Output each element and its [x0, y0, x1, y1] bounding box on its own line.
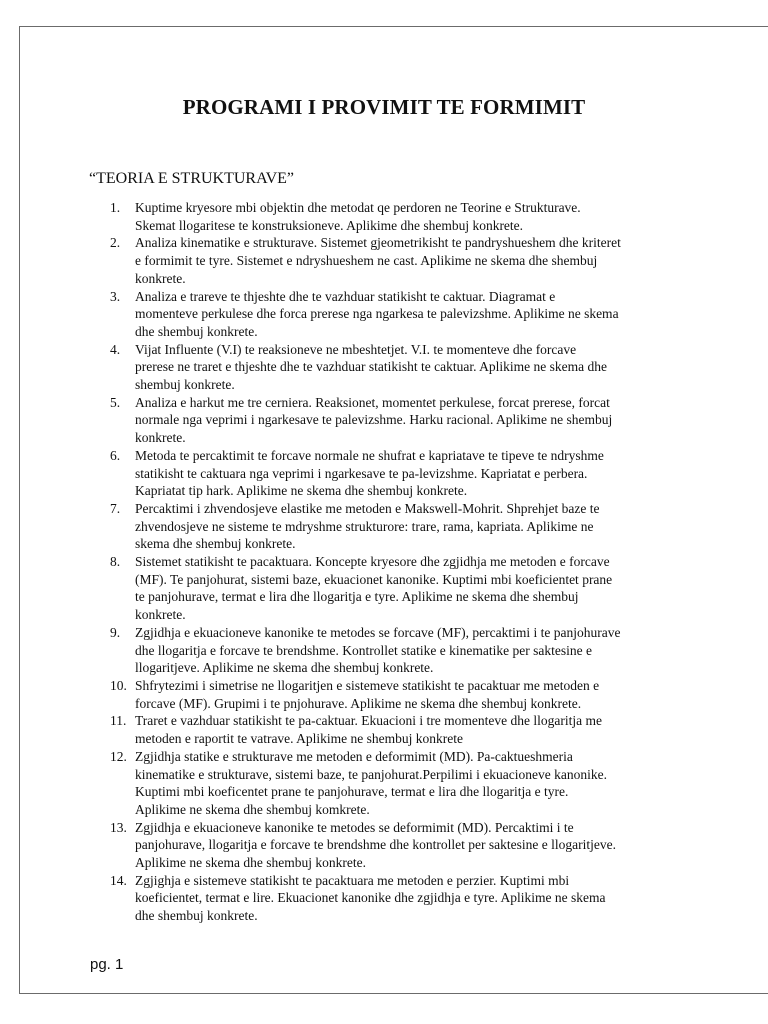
topic-item: [110, 288, 690, 341]
topic-number: 6.: [110, 447, 121, 463]
topic-text-line: prerese ne traret e thjeshte dhe te vazhduar statikisht te caktuar. Aplikime ne skema dhe: [135, 359, 607, 375]
topic-item: [110, 500, 690, 553]
topic-number: 8.: [110, 554, 121, 570]
topic-text-line: dhe shembuj konkrete.: [135, 908, 258, 924]
topic-item: [110, 624, 690, 677]
topic-number: 5.: [110, 394, 121, 410]
topic-text-line: Analiza kinematike e strukturave. Sistemet gjeometrikisht te pandryshueshem dhe kriteret: [135, 235, 621, 251]
topic-text-line: forcave (MF). Grupimi i te pnjohurave. Aplikime ne skema dhe shembuj konkrete.: [135, 695, 582, 711]
topic-text-line: (MF). Te panjohurat, sistemi baze, ekuacionet kanonike. Kuptimi mbi koeficientet prane: [135, 571, 613, 587]
topic-number: 1.: [110, 200, 121, 215]
topic-text-line: konkrete.: [135, 607, 186, 623]
document-title: PROGRAMI I PROVIMIT TE FORMIMIT: [182, 95, 586, 119]
topic-text-line: Analiza e harkut me tre cerniera. Reaksionet, momentet perkulese, forcat prerese, forcat: [135, 394, 610, 410]
topic-text-line: Shfrytezimi i simetrise ne llogaritjen e sistemeve statikisht te pacaktuar me metoden e: [135, 677, 600, 693]
topic-text-line: Kuptime kryesore mbi objektin dhe metodat qe perdoren ne Teorine e Strukturave.: [135, 200, 581, 215]
topic-text-line: statikisht te caktuara nga veprimi i ngarkesave te pa-levizshme. Kapriatat e perbera.: [135, 465, 588, 481]
topic-number: 7.: [110, 500, 121, 516]
topic-item: [110, 819, 690, 872]
topic-text-line: koeficientet, termat e lire. Ekuacionet kanonike dhe zgjidhja e tyre. Aplikime ne skema: [135, 890, 606, 906]
topic-item: [110, 394, 690, 447]
topic-text-line: Vijat Influente (V.I) te reaksioneve ne mbeshtetjet. V.I. te momenteve dhe forcave: [135, 341, 577, 357]
topic-item: [110, 447, 690, 500]
topic-text-line: Zgjidhja e ekuacioneve kanonike te metodes se forcave (MF), percaktimi i te panjohurave: [135, 624, 621, 640]
topic-text-line: dhe shembuj konkrete.: [135, 323, 258, 339]
topic-text-line: konkrete.: [135, 430, 186, 446]
topic-text-line: shembuj konkrete.: [135, 377, 235, 393]
topic-text-line: Kapriatat tip hark. Aplikime ne skema dhe shembuj konkrete.: [135, 483, 468, 499]
topic-text-line: metoden e raportit te vatrave. Aplikime ne shembuj konkrete: [135, 731, 464, 747]
topic-text-line: Skemat llogaritese te konstruksioneve. Aplikime dhe shembuj konkrete.: [135, 217, 524, 233]
topic-text-line: normale nga veprimi i ngarkesave te palevizshme. Harku racional. Aplikime ne shembuj: [135, 412, 613, 428]
topic-text-line: dhe llogaritja e forcave te brendshme. Kontrollet statike e kinematike per saktesine e: [135, 642, 592, 658]
topic-text-line: momenteve perkulese dhe forca prerese nga ngarkesa te palevizshme. Aplikime ne skema: [135, 306, 619, 322]
topic-item: [110, 234, 690, 287]
topic-text-line: konkrete.: [135, 270, 186, 286]
topic-number: 3.: [110, 288, 121, 304]
topic-text-line: Zgjidhja statike e strukturave me metoden e deformimit (MD). Pa-caktueshmeria: [135, 748, 573, 764]
topic-number: 2.: [110, 235, 121, 251]
topic-text-line: Traret e vazhduar statikisht te pa-caktuar. Ekuacioni i tre momenteve dhe llogaritja me: [135, 713, 602, 729]
topic-text-line: Zgjidhja e ekuacioneve kanonike te metodes se deformimit (MD). Percaktimi i te: [135, 819, 574, 835]
topic-text-line: te panjohurave, termat e lira dhe llogaritja e tyre. Aplikime ne skema dhe shembuj: [135, 589, 579, 605]
topic-item: [110, 748, 690, 819]
topic-text-line: zhvendosjeve ne sisteme te mdryshme strukturore: trare, rama, kapriata. Aplikime ne: [135, 518, 594, 534]
topic-text-line: e formimit te tyre. Sistemet e ndryshueshem ne cast. Aplikime ne skema dhe shembuj: [135, 253, 598, 269]
topic-text-line: Zgjighja e sistemeve statikisht te pacaktuara me metoden e perzier. Kuptimi mbi: [135, 872, 570, 888]
topic-text-line: Metoda te percaktimit te forcave normale ne shufrat e kapriatave te tipeve te ndryshme: [135, 447, 604, 463]
topic-item: [110, 677, 690, 712]
topic-text-line: kinematike e strukturave, sistemi baze, te panjohurat.Perpilimi i ekuacioneve kanonike.: [135, 766, 607, 782]
topic-text-line: Percaktimi i zhvendosjeve elastike me metoden e Makswell-Mohrit. Shprehjet baze te: [135, 500, 600, 516]
topic-number: 10.: [110, 677, 127, 693]
topic-text-line: llogaritjeve. Aplikime ne skema dhe shembuj konkrete.: [135, 660, 434, 676]
topic-text-line: Analiza e trareve te thjeshte dhe te vazhduar statikisht te caktuar. Diagramat e: [135, 288, 556, 304]
topic-number: 9.: [110, 624, 121, 640]
topic-text-line: Aplikime ne skema dhe shembuj komkrete.: [135, 801, 370, 817]
page-number: pg. 1: [90, 956, 124, 973]
topic-text-line: Sistemet statikisht te pacaktuara. Koncepte kryesore dhe zgjidhja me metoden e forcave: [135, 554, 610, 570]
topic-item: [110, 872, 690, 925]
topic-number: 14.: [110, 872, 127, 888]
subject-title: “TEORIA E STRUKTURAVE”: [89, 170, 295, 187]
topic-text-line: Aplikime ne skema dhe shembuj konkrete.: [135, 855, 366, 871]
topic-number: 13.: [110, 819, 127, 835]
topic-item: [110, 341, 690, 394]
topic-text-line: skema dhe shembuj konkrete.: [135, 536, 296, 552]
topic-item: [110, 712, 690, 747]
topic-item: [110, 199, 690, 234]
topic-item: [110, 553, 690, 624]
topics-list: [110, 199, 690, 925]
topic-number: 11.: [110, 713, 127, 729]
topic-number: 4.: [110, 341, 121, 357]
topic-number: 12.: [110, 748, 127, 764]
topic-text-line: panjohurave, llogaritja e forcave te brendshme dhe kontrollet per saktesine e llogaritjeve.: [135, 837, 616, 853]
topic-text-line: Kuptimi mbi koeficentet prane te panjohurave, termat e lira dhe llogaritja e tyre.: [135, 784, 569, 800]
